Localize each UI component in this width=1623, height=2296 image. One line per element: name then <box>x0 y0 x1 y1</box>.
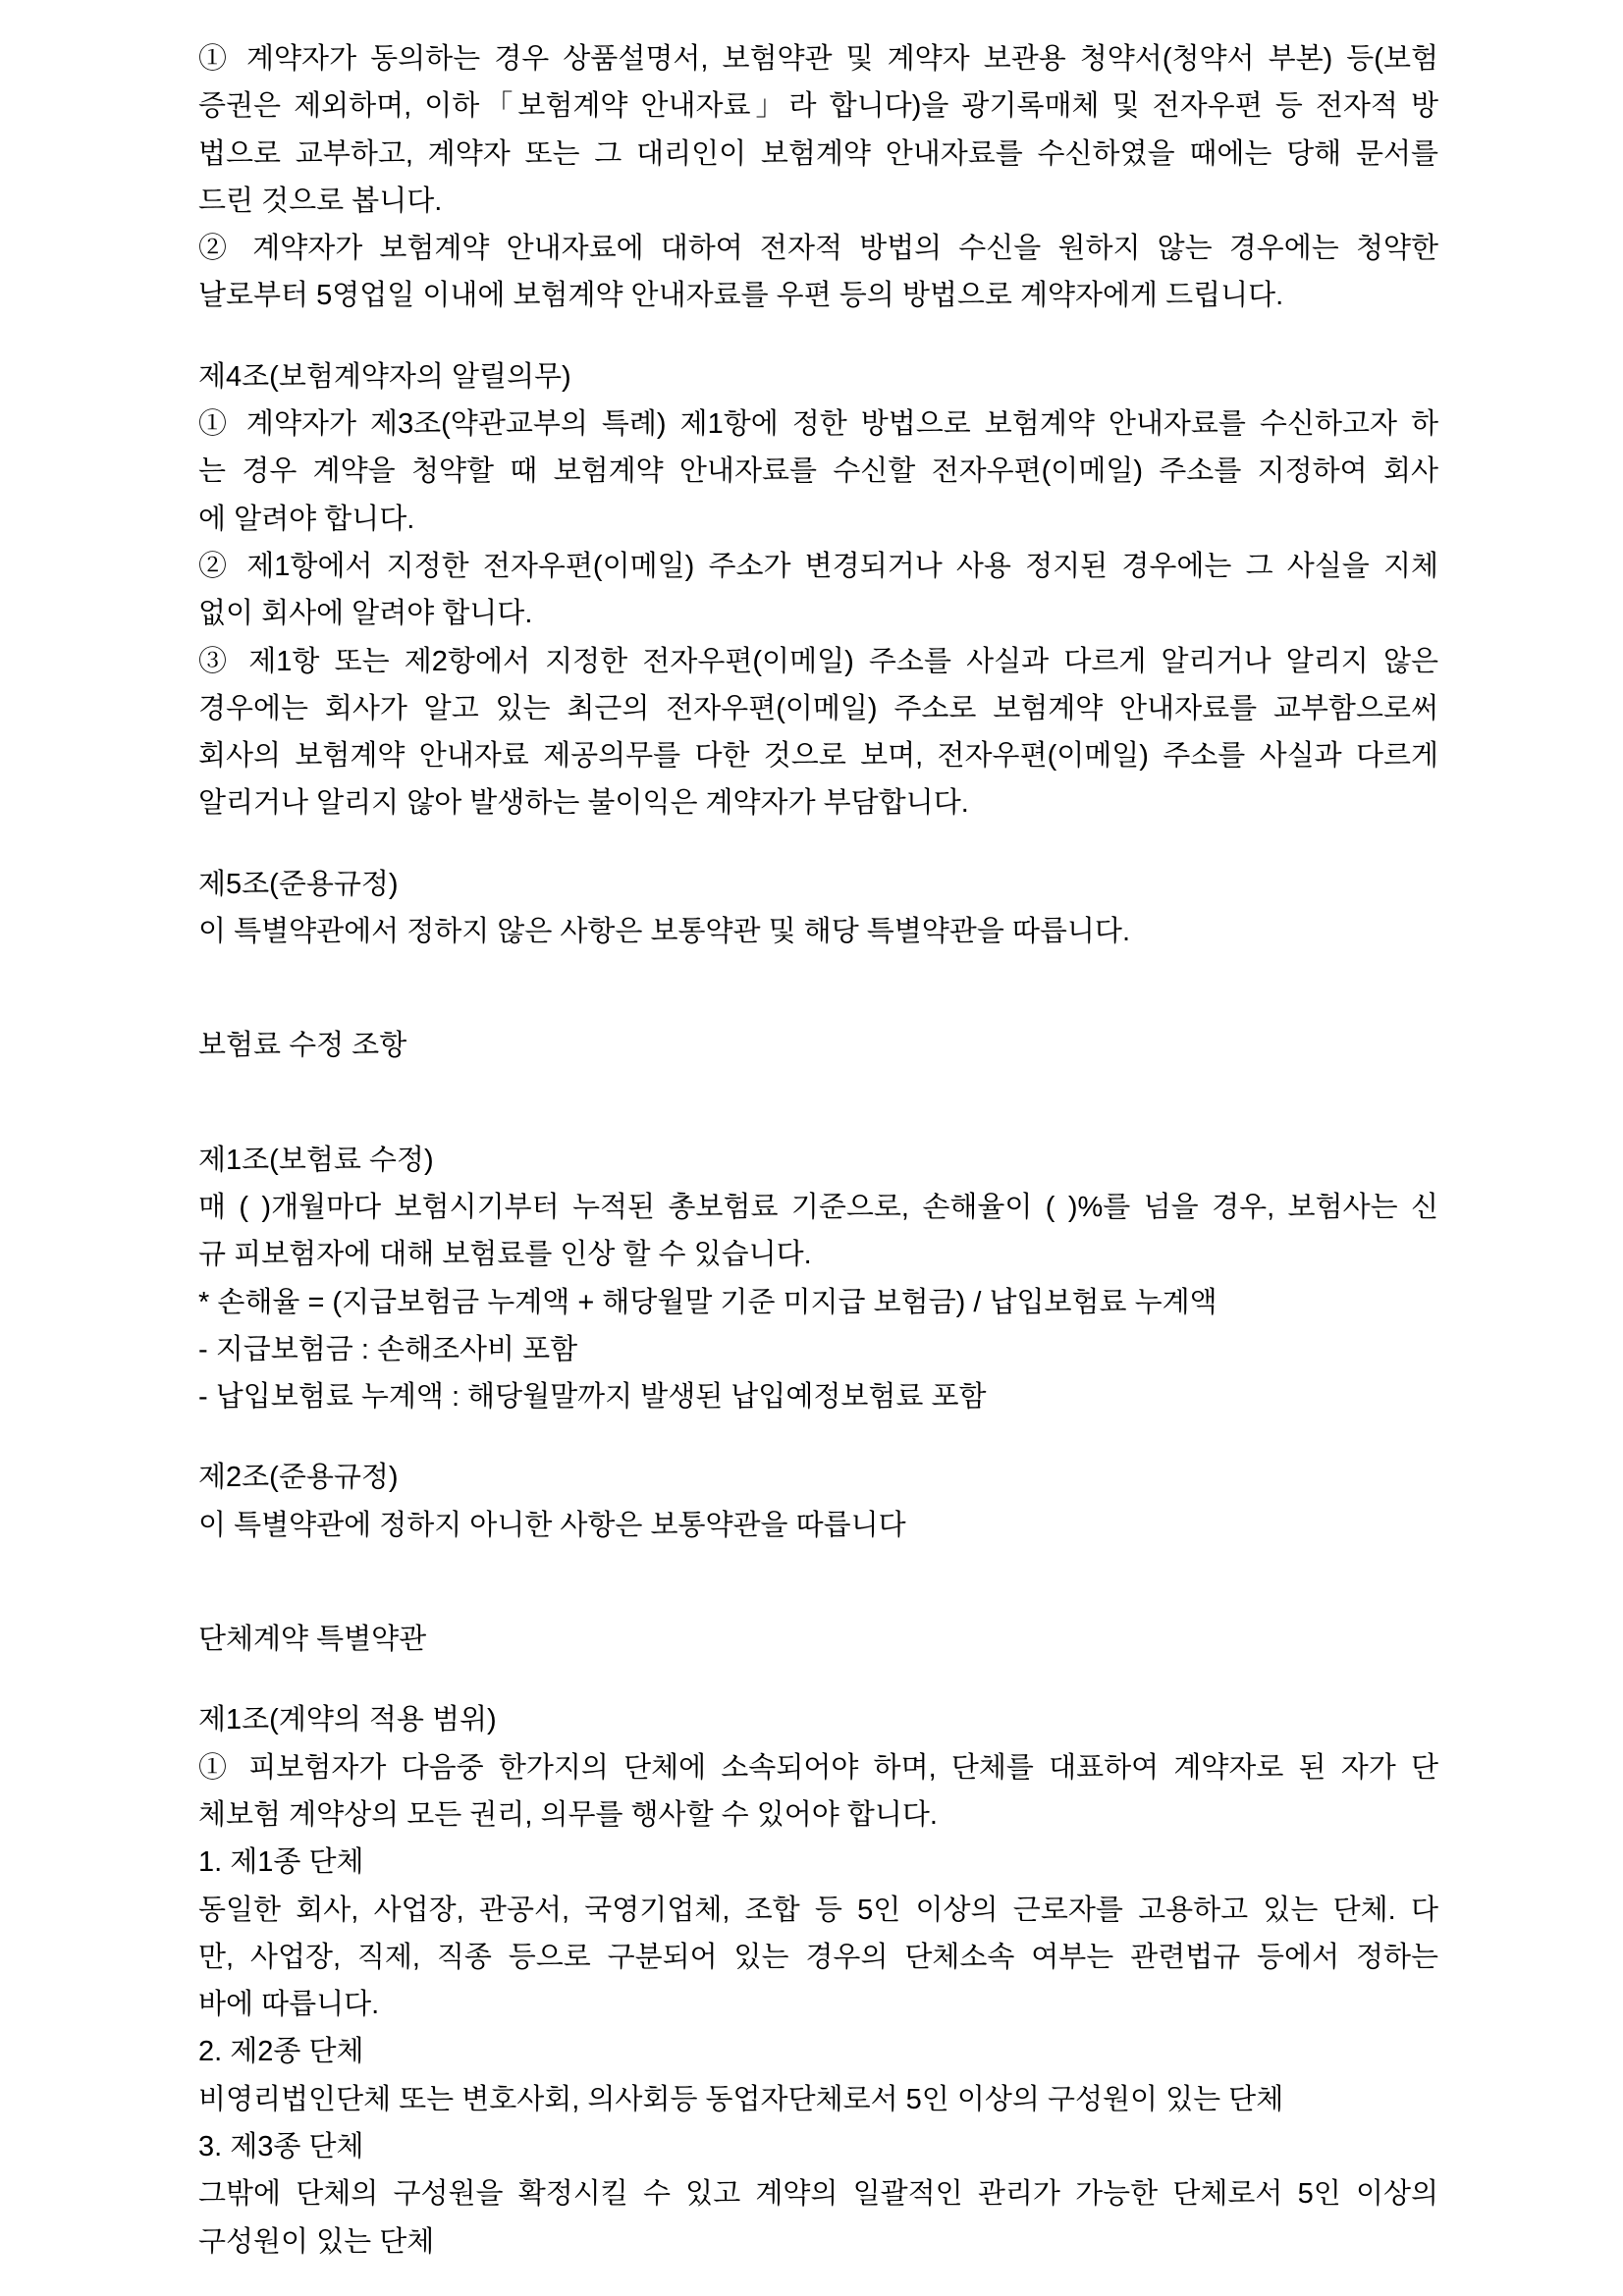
group-contract-title: 단체계약 특별약관 <box>198 1624 427 1656</box>
group-type-2-label: 2. 제2종 단체 <box>198 2036 364 2068</box>
clause-4 <box>198 353 1438 828</box>
clause-4-item-2-line-2: 없이 회사에 알려야 합니다. <box>198 598 533 630</box>
clause-4-item-1-line-3: 에 알려야 합니다. <box>198 503 415 535</box>
premium-clause-1 <box>198 1137 1438 1421</box>
group-type-2-desc-line-1: 비영리법인단체 또는 변호사회, 의사회등 동업자단체로서 5인 이상의 구성원이 있는 단체 <box>198 2083 1284 2115</box>
clause-5-body-line-1: 이 특별약관에서 정하지 않은 사항은 보통약관 및 해당 특별약관을 따릅니다. <box>198 916 1131 948</box>
premium-clause-1-body-line-1: 매 ( )개월마다 보험시기부터 누적된 총보험료 기준으로, 손해율이 ( )%를 넘을 경우, 보험사는 신 <box>198 1191 1438 1223</box>
clause-4-heading: 제4조(보험계약자의 알릴의무) <box>198 360 571 393</box>
loss-ratio-note-2: - 납입보험료 누계액 : 해당월말까지 발생된 납입예정보험료 포함 <box>198 1381 987 1414</box>
loss-ratio-formula: * 손해율 = (지급보험금 누계액 + 해당월말 기준 미지급 보험금) / 납입보험료 누계액 <box>198 1286 1217 1318</box>
document-page <box>198 35 1438 2266</box>
clause-3-item-2-line-1: ② 계약자가 보험계약 안내자료에 대하여 전자적 방법의 수신을 원하지 않는 경우에는 청약한 <box>198 233 1438 265</box>
clause-3-item-1-line-2: 증권은 제외하며, 이하「보험계약 안내자료」라 합니다)을 광기록매체 및 전자우편 등 전자적 방 <box>198 90 1438 123</box>
group-type-1-desc-line-2: 만, 사업장, 직제, 직종 등으로 구분되어 있는 경우의 단체소속 여부는 관련법규 등에서 정하는 <box>198 1941 1438 1973</box>
clause-3-item-1-line-3: 법으로 교부하고, 계약자 또는 그 대리인이 보험계약 안내자료를 수신하였을 때에는 당해 문서를 <box>198 137 1438 170</box>
clause-3-item-2-line-2: 날로부터 5영업일 이내에 보험계약 안내자료를 우편 등의 방법으로 계약자에게 드립니다. <box>198 280 1284 312</box>
clause-3-item-1-line-4: 드린 것으로 봅니다. <box>198 185 443 217</box>
group-type-3-desc-line-1: 그밖에 단체의 구성원을 확정시킬 수 있고 계약의 일괄적인 관리가 가능한 단체로서 5인 이상의 <box>198 2178 1438 2211</box>
clause-3-item-1-line-1: ① 계약자가 동의하는 경우 상품설명서, 보험약관 및 계약자 보관용 청약서(청약서 부본) 등(보험 <box>198 43 1438 75</box>
group-clause-1-item-1-line-1: ① 피보험자가 다음중 한가지의 단체에 소속되어야 하며, 단체를 대표하여 계약자로 된 자가 단 <box>198 1751 1438 1784</box>
clause-4-item-3-line-4: 알리거나 알리지 않아 발생하는 불이익은 계약자가 부담합니다. <box>198 787 969 820</box>
premium-clause-2 <box>198 1454 1438 1549</box>
clause-4-item-3-line-2: 경우에는 회사가 알고 있는 최근의 전자우편(이메일) 주소로 보험계약 안내자료를 교부함으로써 <box>198 692 1438 724</box>
clause-4-item-3-line-1: ③ 제1항 또는 제2항에서 지정한 전자우편(이메일) 주소를 사실과 다르게 알리거나 알리지 않은 <box>198 645 1438 677</box>
clause-5-heading: 제5조(준용규정) <box>198 868 399 900</box>
group-type-1-desc-line-3: 바에 따릅니다. <box>198 1989 380 2021</box>
group-type-1-label: 1. 제1종 단체 <box>198 1846 364 1879</box>
clause-4-item-1-line-1: ① 계약자가 제3조(약관교부의 특례) 제1항에 정한 방법으로 보험계약 안내자료를 수신하고자 하 <box>198 408 1438 441</box>
group-type-1-desc-line-1: 동일한 회사, 사업장, 관공서, 국영기업체, 조합 등 5인 이상의 근로자를 고용하고 있는 단체. 다 <box>198 1894 1438 1926</box>
group-contract-rider <box>198 1616 1438 2266</box>
clause-4-item-1-line-2: 는 경우 계약을 청약할 때 보험계약 안내자료를 수신할 전자우편(이메일) 주소를 지정하여 회사 <box>198 455 1438 488</box>
premium-revision-title: 보험료 수정 조항 <box>198 1030 407 1062</box>
clause-4-item-3-line-3: 회사의 보험계약 안내자료 제공의무를 다한 것으로 보며, 전자우편(이메일) 주소를 사실과 다르게 <box>198 740 1438 773</box>
premium-clause-1-body-line-2: 규 피보험자에 대해 보험료를 인상 할 수 있습니다. <box>198 1239 812 1271</box>
clause-3-continued <box>198 35 1438 320</box>
loss-ratio-note-1: - 지급보험금 : 손해조사비 포함 <box>198 1333 578 1365</box>
premium-clause-1-heading: 제1조(보험료 수정) <box>198 1144 434 1176</box>
clause-5 <box>198 861 1438 956</box>
clause-4-item-2-line-1: ② 제1항에서 지정한 전자우편(이메일) 주소가 변경되거나 사용 정지된 경우에는 그 사실을 지체 <box>198 550 1438 582</box>
group-type-3-desc-line-2: 구성원이 있는 단체 <box>198 2225 435 2258</box>
premium-revision-rider <box>198 1022 1438 1549</box>
group-type-3-label: 3. 제3종 단체 <box>198 2130 364 2163</box>
group-clause-1-heading: 제1조(계약의 적용 범위) <box>198 1704 497 1736</box>
premium-clause-2-body-line-1: 이 특별약관에 정하지 아니한 사항은 보통약관을 따릅니다 <box>198 1509 906 1541</box>
premium-clause-2-heading: 제2조(준용규정) <box>198 1462 399 1494</box>
group-clause-1-item-1-line-2: 체보험 계약상의 모든 권리, 의무를 행사할 수 있어야 합니다. <box>198 1798 938 1831</box>
group-clause-1 <box>198 1696 1438 2266</box>
